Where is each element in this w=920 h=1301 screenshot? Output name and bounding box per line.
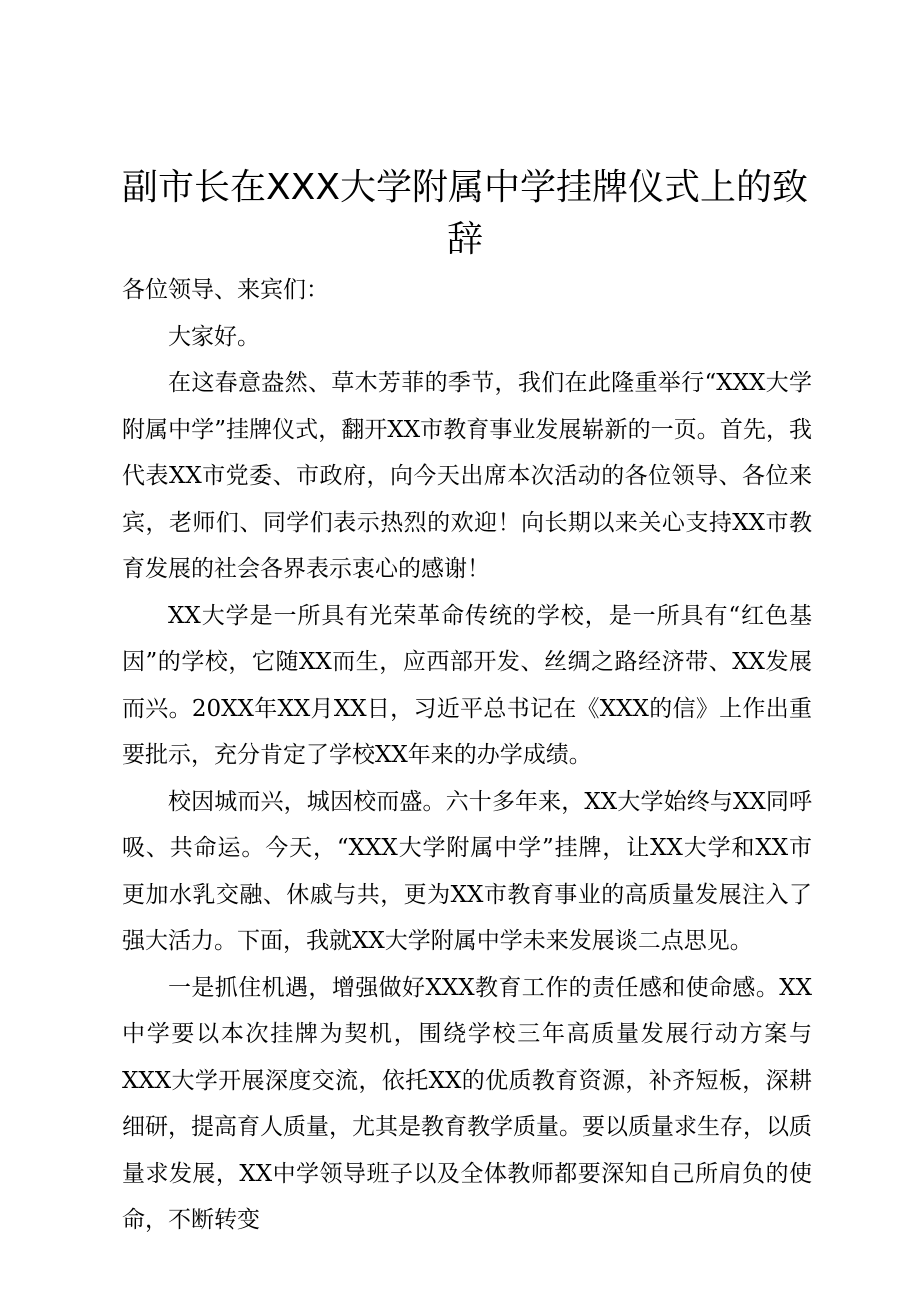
salutation: 各位领导、来宾们：	[122, 277, 329, 303]
document-body	[122, 267, 812, 1244]
paragraph-university-history: XX大学是一所具有光荣革命传统的学校，是一所具有“红色基因”的学校，它随XX而生，应西部开发、丝绸之路经济带、XX发展而兴。20XX年XX月XX日，习近平总书记在《XXX的信》上作出重要批示，充分肯定了学校XX年来的办学成绩。	[122, 602, 812, 768]
paragraph-city-and-school: 校因城而兴，城因校而盛。六十多年来，XX大学始终与XX同呼吸、共命运。今天，“XXX大学附属中学”挂牌，让XX大学和XX市更加水乳交融、休戚与共，更为XX市教育事业的高质量发展注入了强大活力。下面，我就XX大学附属中学未来发展谈二点思见。	[122, 788, 812, 954]
paragraph-greeting: 大家好。	[168, 323, 260, 350]
paragraph-first-point: 一是抓住机遇，增强做好XXX教育工作的责任感和使命感。XX中学要以本次挂牌为契机，围绕学校三年高质量发展行动方案与XXX大学开展深度交流，依托XX的优质教育资源，补齐短板，深耕细研，提高育人质量，尤其是教育教学质量。要以质量求生存，以质量求发展，XX中学领导班子以及全体教师都要深知自己所肩负的使命，不断转变	[122, 974, 812, 1233]
paragraph-welcome: 在这春意盎然、草木芳菲的季节，我们在此隆重举行“XXX大学附属中学”挂牌仪式，翻开XX市教育事业发展崭新的一页。首先，我代表XX市党委、市政府，向今天出席本次活动的各位领导、各位来宾，老师们、同学们表示热烈的欢迎！向长期以来关心支持XX市教育发展的社会各界表示衷心的感谢！	[122, 370, 812, 582]
document-title: 副市长在XXX大学附属中学挂牌仪式上的致辞	[122, 167, 808, 260]
